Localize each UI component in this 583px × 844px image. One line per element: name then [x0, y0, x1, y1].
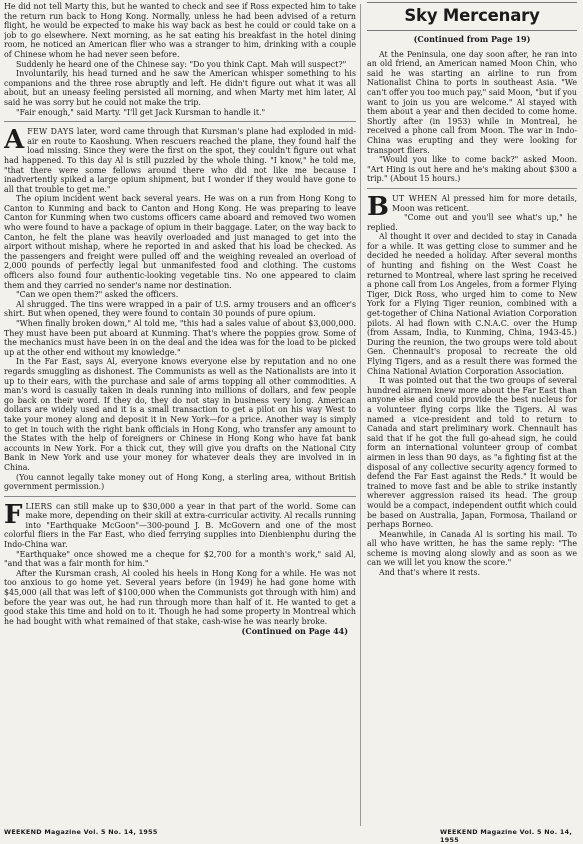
paragraph: (You cannot legally take money out of Hong Kong, a sterling area, without British government permission.)	[4, 472, 356, 492]
section-lead-paragraph	[4, 127, 356, 194]
paragraph: Suddenly he heard one of the Chinese say: "Do you think Capt. Mah will suspect?"	[16, 59, 347, 69]
section-lead-paragraph	[367, 191, 577, 222]
paragraph: He did not tell Marty this, but he wanted to check and see if Ross expected him to take the return run back to Hong Kong. Normally, unless he had been advised of a return flight, he would be expected to make his way back as best he could or could take on a job to go elsewhere. Next morning, as he sat eating his breakfast in the hotel dining room, he noticed an American flier who was a stranger to him, drinking with a couple of Chinese whom he had never seen before.	[4, 2, 356, 59]
paragraph: Al shrugged. The tins were wrapped in a pair of U.S. army trousers and an officer's shirt. But when opened, they were found to contain 30 pounds of pure opium.	[4, 299, 356, 319]
paragraph: "Earthquake" once showed me a cheque for $2,700 for a month's work," said Al, "and that was a fair month for him."	[4, 549, 356, 569]
article-title: Sky Mercenary	[404, 6, 540, 25]
lead-text: later, word came through that Kursman's plane had exploded in mid-air en route to Kaoshung. When rescuers reached the plane, they found half the load missing. Since they were the first on the spot, they couldn't figure out what had happened. To this day Al is still puzzled by the whole thing. "I know," he told me, "that there were some fellows around there who did not like me because I inadvertently spiked a large opium shipment, but I wonder if they would have gone to all that trouble to get me."	[4, 127, 356, 194]
paragraph: After the Kursman crash, Al cooled his heels in Hong Kong for a while. He was not too anxious to go home yet. Several years before (in 1949) he had gone home with $45,000 (all that was left of $100,000 when the Communists got through with him) and before the year was out, he had run through more than half of it. He wanted to get a good stake this time and hold on to it. Though he had some property in Montreal which he had bought with what remained of that stake, cash-wise he was nearly broke.	[4, 568, 356, 626]
left-column	[4, 2, 356, 828]
paragraph: Meanwhile, in Canada Al is sorting his mail. To all who have written, he has the same reply: "The scheme is moving along slowly and as soon as we can we will let you know the score."	[367, 529, 577, 568]
lead-caps: LIERS	[25, 501, 53, 511]
paragraph: "Would you like to come back?" asked Moon. "Art Hing is out here and he's making about $300 a trip." (About 15 hours.)	[367, 155, 577, 184]
lead-caps: UT WHEN	[391, 193, 438, 203]
article-title-box	[367, 2, 577, 31]
paragraph: It was pointed out that the two groups of several hundred airmen knew more about the Far East than anyone else and could provide the best nucleus for a volunteer flying corps like the Tigers. Al was named a vice-president and told to return to Canada and start preliminary work. Chennault has said that if he got the full go-ahead sign, he could form an international volunteer group of combat airmen in less than 90 days, as "a fighting fist at the disposal of any collective security agency formed to defend the Far East against the Reds." It would be trained to move fast and be able to strike instantly wherever aggression raised its head. The group would be a compact, independent outfit which could be based on Australia, Japan, Formosa, Thailand or perhaps Borneo.	[367, 376, 577, 530]
paragraph: "Can we open them?" asked the officers.	[16, 290, 179, 300]
section-divider	[4, 121, 356, 122]
drop-cap: B	[367, 191, 389, 222]
section-divider	[367, 188, 577, 189]
lead-text: Al pressed him for more details, Moon was reticent.	[391, 193, 577, 213]
drop-cap: F	[4, 499, 23, 530]
drop-cap: A	[4, 125, 25, 156]
column-divider	[360, 4, 361, 826]
paragraph: The opium incident went back several years. He was on a run from Hong Kong to Canton to Kunming and back to Canton and Hong Kong. He was preparing to leave Canton for Kunming when two customs officers came aboard and removed two women who were found to have a package of opium in their baggage. Later, on the way back to Canton, he felt the plane was heavily overloaded and just managed to get into the airport without mishap, where he reported in and asked that his load be checked. As the passengers and freight were pulled off and the weighing revealed an overload of 2,000 pounds of perfectly legal but unmanifested food and clothing. The customs officers also found four authentic-looking vegetable tins. No one appeared to claim them and they carried no sender's name nor destination.	[4, 194, 356, 290]
paragraph: "When finally broken down," Al told me, "this had a sales value of about $3,000,000. They must have been put aboard at Kunming. That's where the poppies grow. Some of the mechanics must have been in on the deal and the idea was for the load to be picked up at the other end without my knowledge."	[4, 319, 356, 357]
continued-from-note: (Continued from Page 19)	[413, 34, 531, 44]
page-footer-left: WEEKEND Magazine Vol. 5 No. 14, 1955	[4, 828, 158, 836]
paragraph: Al thought it over and decided to stay in Canada for a while. It was getting close to summer and he decided he needed a holiday. After several months of hunting and fishing on the West Coast he returned to Montreal, where last spring he received a phone call from Los Angeles, from a former Flying Tiger, Dick Ross, who urged him to come to New York for a Flying Tiger reunion, combined with a get-together of China National Aviation Corporation pilots. Al had flown with C.N.A.C. over the Hump (from Assam, India, to Kunming, China, 1943-45.) During the reunion, the two groups were told about Gen. Chennault's proposal to recreate the old Flying Tigers, and as a result there was formed the China National Aviation Corporation Association.	[367, 232, 577, 376]
section-divider	[4, 496, 356, 497]
lead-text: can still make up to $30,000 a year in that part of the world. Some can make more, depending on their skill at extra-curricular activity. Al recalls running into "Earthquake McGoon"—300-pound J. B. McGovern and one of the most colorful fliers in the Far East, who died ferrying supplies into Dienbienphu during the Indo-China war.	[4, 501, 356, 550]
paragraph: In the Far East, says Al, everyone knows everyone else by reputation and no one regards smuggling as dishonest. The Communists as well as the Nationalists are into it up to their ears, with the purchase and sale of arms topping all other commodities. A man's word is casually taken in deals running into millions of dollars, and few people go back on their word. If they do, they do not stay in business very long. American dollars are widely used and it is a small transaction to get a pilot on his way West to take your money along and deposit it in New York—for a price. Another way is simply to get in touch with the right bank officials in Hong Kong, who transfer any amount to the States with the help of foreigners or Chinese in Hong Kong who have fat bank accounts in New York. For a thick cut, they will give you drafts on the National City Bank in New York and use your money for whatever deals they are involved in in China.	[4, 357, 356, 472]
paragraph: "Come out and you'll see what's up," he replied.	[367, 213, 577, 232]
paragraph: At the Peninsula, one day soon after, he ran into an old friend, an American named Moon Chin, who said he was starting an airline to run from Nationalist China to ports in southeast Asia. "We can't offer you too much pay," said Moon, "but if you want to join us you are welcome." Al stayed with them about a year and then decided to come home. Shortly after (in 1953) while in Montreal, he received a phone call from Moon. The war in Indo-China was erupting and they were looking for transport fliers.	[367, 49, 577, 155]
right-column	[367, 2, 577, 828]
page-footer-right: WEEKEND Magazine Vol. 5 No. 14, 1955	[440, 828, 573, 844]
section-lead-paragraph	[4, 499, 356, 550]
continued-on-note: (Continued on Page 44)	[241, 626, 348, 637]
lead-caps: FEW DAYS	[27, 127, 75, 137]
paragraph: Involuntarily, his head turned and he saw the American whisper something to his companions and the three rose abruptly and left. He didn't figure out what it was all about, but an uneasy feeling persisted all morning, and when Marty met him later, Al said he was sorry but he could not make the trip.	[4, 69, 356, 107]
paragraph: And that's where it rests.	[379, 568, 481, 578]
paragraph: "Fair enough," said Marty. "I'll get Jack Kursman to handle it."	[16, 107, 266, 117]
